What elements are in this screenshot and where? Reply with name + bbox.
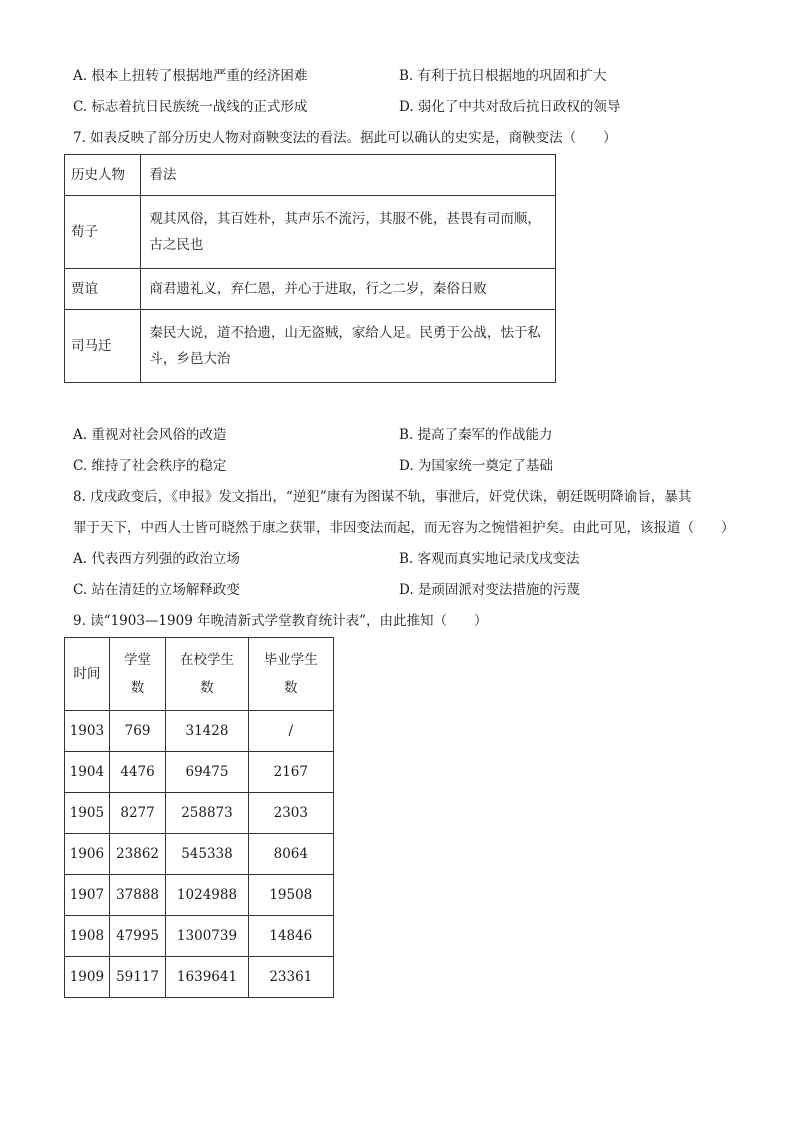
q7-table xyxy=(64,154,556,383)
enrolled-count-cell: 1300739 xyxy=(166,916,248,957)
q9-header-line: 数 xyxy=(284,680,298,696)
q6-options-row-2 xyxy=(73,97,753,117)
q8-stem-line-2: 罪于天下，中西人士皆可晓然于康之获罪，非因变法而起，而无容为之惋惜袒护矣。由此可见，该报道（ ） xyxy=(73,520,735,536)
q9-header-cell xyxy=(65,638,110,711)
graduate-count-cell: 2303 xyxy=(248,793,333,834)
q9-header-cell xyxy=(248,638,333,711)
year-cell: 1903 xyxy=(65,711,110,752)
q7-view-line: 古之民也 xyxy=(149,237,204,253)
q7-view-cell xyxy=(141,269,556,310)
q7-view-line: 观其风俗，其百姓朴，其声乐不流污，其服不佻，甚畏有司而顺， xyxy=(149,211,541,227)
q9-header-line: 学堂 xyxy=(124,652,152,668)
enrolled-count-cell: 1639641 xyxy=(166,957,248,998)
year-cell: 1908 xyxy=(65,916,110,957)
table-row xyxy=(65,269,556,310)
q9-header-line: 数 xyxy=(200,680,214,696)
q8-option-b[interactable]: B. 客观而真实地记录戊戌变法 xyxy=(399,551,580,567)
q7-option-d[interactable]: D. 为国家统一奠定了基础 xyxy=(399,458,553,474)
table-row xyxy=(65,875,334,916)
q8-stem-line-1: 8. 戊戌政变后，《申报》发文指出，“逆犯”康有为图谋不轨，事泄后，奸党伏诛，朝廷既明降谕旨，暴其 xyxy=(73,489,692,505)
school-count-cell: 47995 xyxy=(109,916,166,957)
school-count-cell: 23862 xyxy=(109,834,166,875)
graduate-count-cell: 19508 xyxy=(248,875,333,916)
enrolled-count-cell: 69475 xyxy=(166,752,248,793)
q9-header-cell xyxy=(109,638,166,711)
school-count-cell: 37888 xyxy=(109,875,166,916)
q7-header-view: 看法 xyxy=(141,155,556,196)
q8-option-d[interactable]: D. 是顽固派对变法措施的污蔑 xyxy=(399,582,580,598)
q9-header-cell xyxy=(166,638,248,711)
q7-person-cell: 贾谊 xyxy=(65,269,141,310)
q7-option-a[interactable]: A. 重视对社会风俗的改造 xyxy=(73,427,227,443)
q7-option-c[interactable]: C. 维持了社会秩序的稳定 xyxy=(73,458,227,474)
graduate-count-cell: 2167 xyxy=(248,752,333,793)
enrolled-count-cell: 31428 xyxy=(166,711,248,752)
year-cell: 1904 xyxy=(65,752,110,793)
q6-option-d[interactable]: D. 弱化了中共对敌后抗日政权的领导 xyxy=(399,99,621,115)
q8-option-a[interactable]: A. 代表西方列强的政治立场 xyxy=(73,551,240,567)
graduate-count-cell: 14846 xyxy=(248,916,333,957)
q7-person-cell: 司马迁 xyxy=(65,310,141,383)
school-count-cell: 4476 xyxy=(109,752,166,793)
graduate-count-cell: 23361 xyxy=(248,957,333,998)
year-cell: 1909 xyxy=(65,957,110,998)
year-cell: 1906 xyxy=(65,834,110,875)
table-row xyxy=(65,916,334,957)
q7-person-cell: 荀子 xyxy=(65,196,141,269)
q7-view-cell xyxy=(141,310,556,383)
q6-option-b[interactable]: B. 有利于抗日根据地的巩固和扩大 xyxy=(399,68,607,84)
table-row xyxy=(65,155,556,196)
q7-option-b[interactable]: B. 提高了秦军的作战能力 xyxy=(399,427,553,443)
graduate-count-cell: 8064 xyxy=(248,834,333,875)
q7-view-line: 商君遗礼义，弃仁恩，并心于进取，行之二岁，秦俗日败 xyxy=(149,281,487,297)
q6-option-a[interactable]: A. 根本上扭转了根据地严重的经济困难 xyxy=(73,68,308,84)
q9-header-line: 毕业学生 xyxy=(263,652,318,668)
q9-header-line: 数 xyxy=(130,680,145,696)
enrolled-count-cell: 1024988 xyxy=(166,875,248,916)
q9-header-line: 在校学生 xyxy=(179,652,234,668)
school-count-cell: 59117 xyxy=(109,957,166,998)
school-count-cell: 769 xyxy=(109,711,166,752)
school-count-cell: 8277 xyxy=(109,793,166,834)
q7-view-line: 斗，乡邑大治 xyxy=(149,351,231,367)
q8-options-row-1 xyxy=(73,549,753,569)
table-row xyxy=(65,793,334,834)
q7-header-person: 历史人物 xyxy=(65,155,141,196)
enrolled-count-cell: 545338 xyxy=(166,834,248,875)
q9-header-line: 时间 xyxy=(73,666,101,682)
graduate-count-cell: / xyxy=(248,711,333,752)
q6-option-c[interactable]: C. 标志着抗日民族统一战线的正式形成 xyxy=(73,99,308,115)
table-header-row xyxy=(65,638,334,711)
q8-options-row-2 xyxy=(73,580,753,600)
q7-options-row-1 xyxy=(73,425,753,445)
enrolled-count-cell: 258873 xyxy=(166,793,248,834)
q7-view-line: 秦民大说，道不拾遗，山无盗贼，家给人足。民勇于公战，怯于私 xyxy=(149,325,541,341)
q7-stem: 7. 如表反映了部分历史人物对商鞅变法的看法。据此可以确认的史实是，商鞅变法（ ） xyxy=(73,130,617,146)
table-row xyxy=(65,834,334,875)
table-row xyxy=(65,310,556,383)
q9-stem: 9. 读“1903—1909 年晚清新式学堂教育统计表”，由此推知（ ） xyxy=(73,613,488,629)
year-cell: 1907 xyxy=(65,875,110,916)
table-row xyxy=(65,196,556,269)
q6-options-row-1 xyxy=(73,66,753,86)
q7-options-row-2 xyxy=(73,456,753,476)
table-row xyxy=(65,711,334,752)
q9-statistics-table xyxy=(64,637,334,998)
table-row xyxy=(65,752,334,793)
table-row xyxy=(65,957,334,998)
q8-option-c[interactable]: C. 站在清廷的立场解释政变 xyxy=(73,582,240,598)
q7-view-cell xyxy=(141,196,556,269)
year-cell: 1905 xyxy=(65,793,110,834)
